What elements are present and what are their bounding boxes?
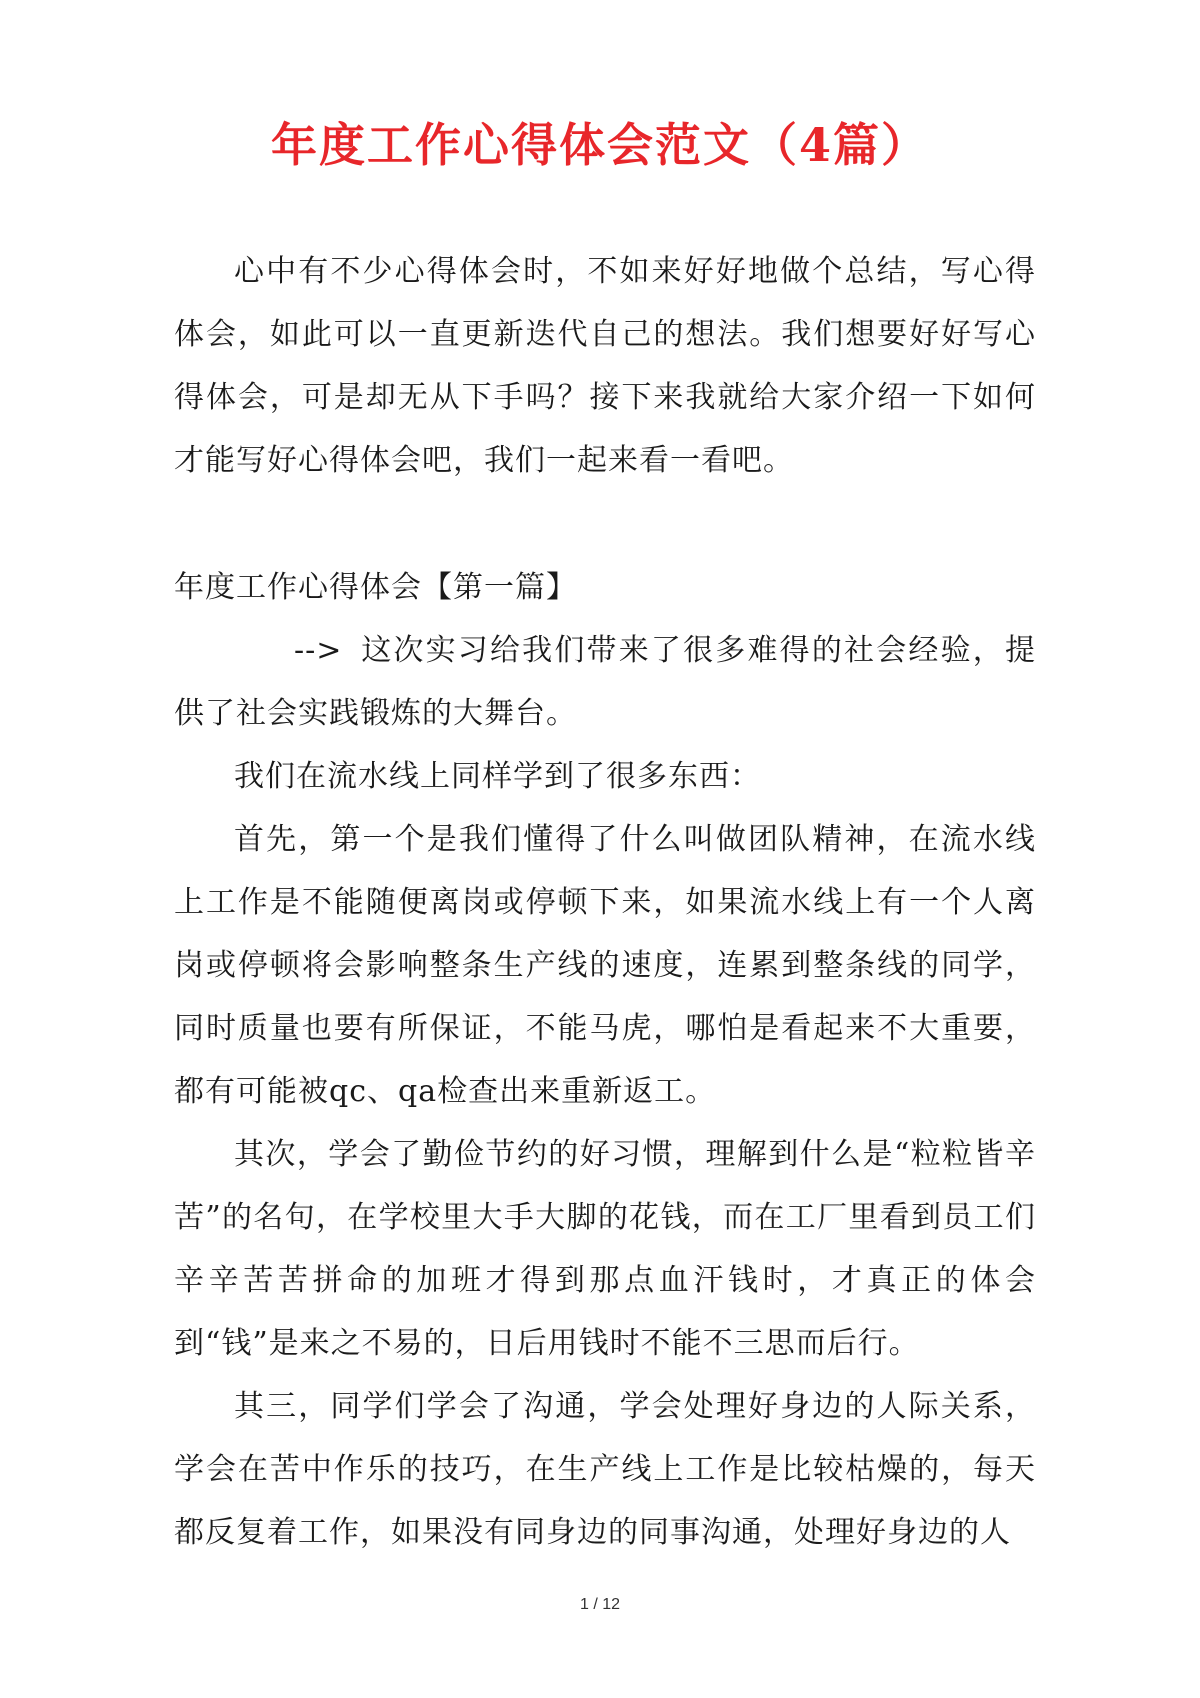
article-section — [174, 556, 1036, 1564]
intro-section — [174, 240, 1036, 492]
intro-paragraph: 心中有不少心得体会时，不如来好好地做个总结，写心得体会，如此可以一直更新迭代自己的想法。我们想要好好写心得体会，可是却无从下手吗？接下来我就给大家介绍一下如何才能写好心得体会吧，我们一起来看一看吧。 — [174, 254, 1036, 478]
arrow-marker: --> — [294, 633, 343, 668]
page-number: 1 / 12 — [579, 1596, 621, 1613]
section-heading: 年度工作心得体会【第一篇】 — [174, 570, 577, 605]
paragraph: 我们在流水线上同样学到了很多东西： — [234, 759, 761, 794]
paragraph: 其三，同学们学会了沟通，学会处理好身边的人际关系，学会在苦中作乐的技巧，在生产线上工作是比较枯燥的，每天都反复着工作，如果没有同身边的同事沟通，处理好身边的人 — [174, 1389, 1036, 1550]
paragraph: 首先，第一个是我们懂得了什么叫做团队精神，在流水线上工作是不能随便离岗或停顿下来，如果流水线上有一个人离岗或停顿将会影响整条生产线的速度，连累到整条线的同学，同时质量也要有所保证，不能马虎，哪怕是看起来不大重要，都有可能被qc、qa检查出来重新返工。 — [174, 822, 1036, 1109]
paragraph-text: 这次实习给我们带来了很多难得的社会经验，提供了社会实践锻炼的大舞台。 — [174, 633, 1036, 731]
document-title: 年度工作心得体会范文（4篇） — [270, 118, 929, 172]
paragraph: 其次，学会了勤俭节约的好习惯，理解到什么是“粒粒皆辛苦”的名句，在学校里大手大脚的花钱，而在工厂里看到员工们辛辛苦苦拼命的加班才得到那点血汗钱时，才真正的体会到“钱”是来之不易的，日后用钱时不能不三思而后行。 — [174, 1137, 1036, 1361]
paragraph — [174, 619, 1036, 745]
